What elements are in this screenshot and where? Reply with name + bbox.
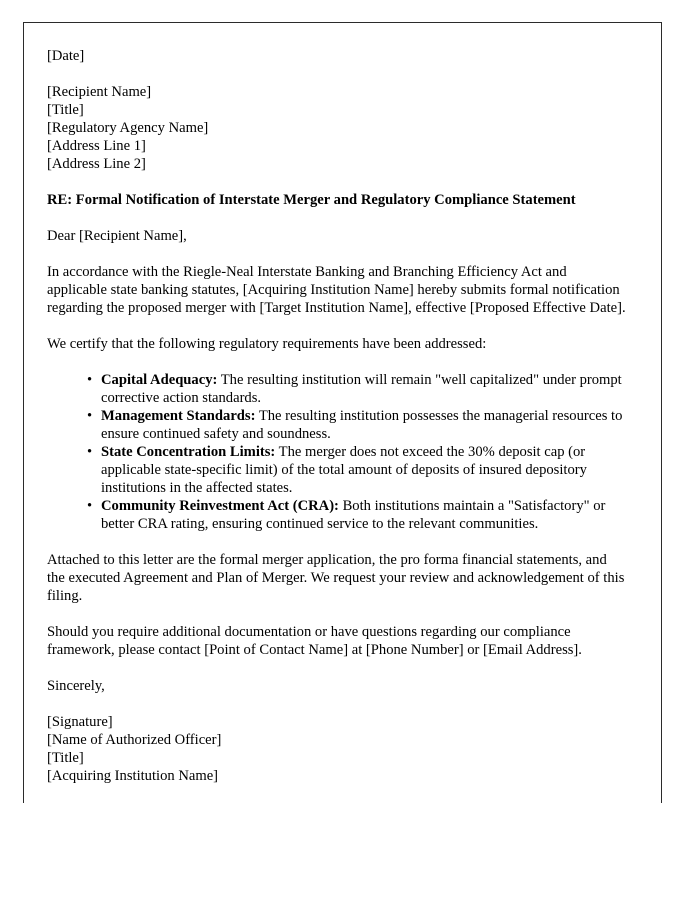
recipient-title-line: [Title] — [47, 102, 84, 118]
signature-block — [47, 713, 628, 785]
closing-salutation: Sincerely, — [47, 678, 105, 694]
recipient-name-line: [Recipient Name] — [47, 84, 152, 100]
requirement-text: Both institutions maintain a "Satisfactory" or better CRA rating, ensuring continued service to the relevant communities. — [101, 498, 606, 532]
officer-title-line: [Title] — [47, 750, 84, 766]
requirement-text: The resulting institution will remain "well capitalized" under prompt corrective action standards. — [101, 372, 622, 406]
requirements-list — [47, 371, 628, 533]
list-item — [87, 371, 628, 407]
date-block — [47, 47, 628, 65]
letter-body — [24, 23, 661, 785]
list-item — [87, 407, 628, 443]
paragraph-contact: Should you require additional documentation or have questions regarding our compliance framework, please contact [Point of Contact Name] at [Phone Number] or [Email Address]. — [47, 624, 582, 658]
requirement-term: Capital Adequacy: — [101, 372, 218, 388]
document-page — [23, 22, 662, 803]
list-item — [87, 497, 628, 533]
date-placeholder: [Date] — [47, 48, 85, 64]
recipient-agency-line: [Regulatory Agency Name] — [47, 120, 209, 136]
paragraph-attachments: Attached to this letter are the formal merger application, the pro forma financial statements, and the executed Agreement and Plan of Merger. We request your review and acknowledgement of this filing. — [47, 552, 625, 604]
salutation: Dear [Recipient Name], — [47, 228, 187, 244]
requirement-term: Management Standards: — [101, 408, 256, 424]
paragraph-certify: We certify that the following regulatory requirements have been addressed: — [47, 336, 487, 352]
requirement-term: State Concentration Limits: — [101, 444, 276, 460]
list-item — [87, 443, 628, 497]
recipient-address-line-1: [Address Line 1] — [47, 138, 146, 154]
officer-name-line: [Name of Authorized Officer] — [47, 732, 222, 748]
acquiring-institution-line: [Acquiring Institution Name] — [47, 768, 219, 784]
subject-line: RE: Formal Notification of Interstate Merger and Regulatory Compliance Statement — [47, 192, 576, 208]
recipient-address-block — [47, 83, 628, 173]
signature-placeholder: [Signature] — [47, 714, 113, 730]
requirement-term: Community Reinvestment Act (CRA): — [101, 498, 339, 514]
requirement-text: The resulting institution possesses the managerial resources to ensure continued safety and soundness. — [101, 408, 623, 442]
paragraph-intro: In accordance with the Riegle-Neal Interstate Banking and Branching Efficiency Act and applicable state banking statutes, [Acquiring Institution Name] hereby submits formal notification regarding the proposed merger with [Target Institution Name], effective [Proposed Effective Date]. — [47, 264, 626, 316]
requirement-text: The merger does not exceed the 30% deposit cap (or applicable state-specific limit) of the total amount of deposits of insured depository institutions in the affected states. — [101, 444, 587, 496]
recipient-address-line-2: [Address Line 2] — [47, 156, 146, 172]
